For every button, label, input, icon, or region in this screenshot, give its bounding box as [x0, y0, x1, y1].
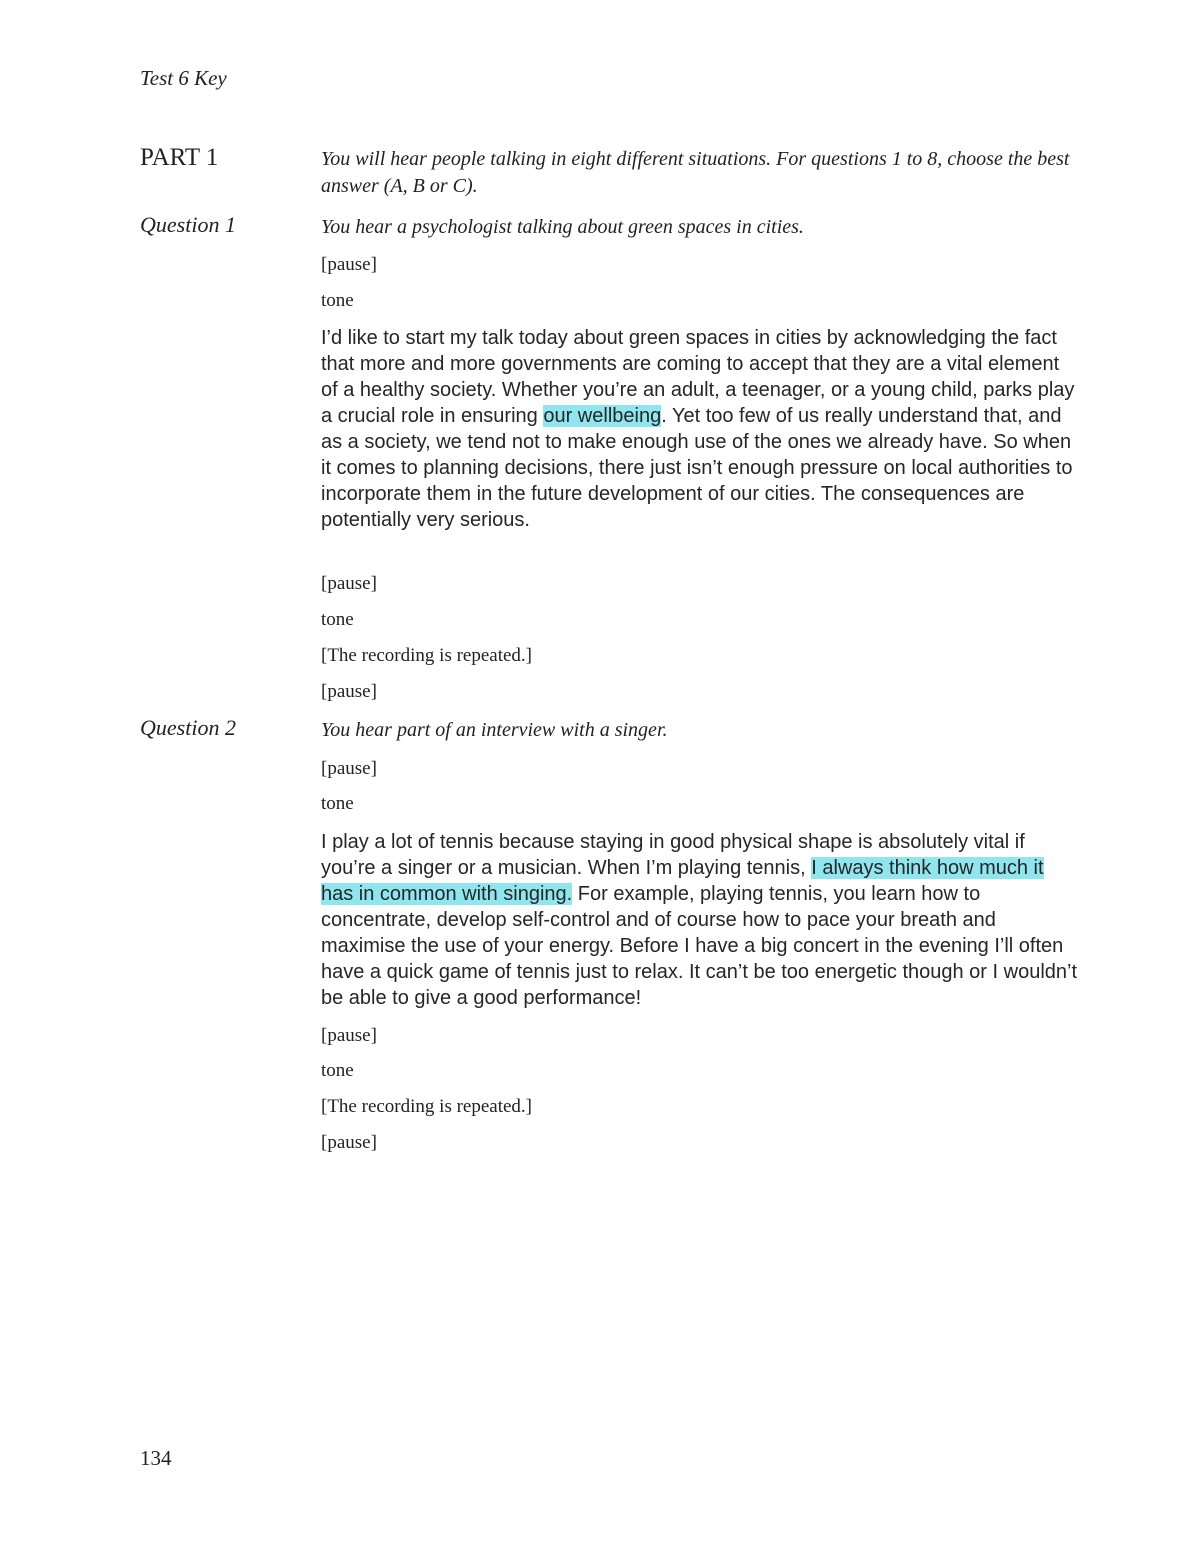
pause-cue: [pause] [321, 1025, 377, 1046]
q1-tone-cue-2 [321, 608, 1081, 632]
transcript-text: . Yet too few of us really understand that, and as a society, we tend not to make enough use of the ones we already have. So when it comes to planning decisions, there just isn’t enough pressure on local authorities to incorporate them in the future development of our cities. The consequences are potentially very serious. [321, 405, 1073, 531]
question-2-prompt: You hear part of an interview with a singer. [321, 719, 668, 741]
part-instruction: You will hear people talking in eight different situations. For questions 1 to 8, choose the best answer (A, B or C). [321, 148, 1070, 197]
question-2-block [321, 717, 1081, 744]
q1-tone-cue [321, 289, 1081, 313]
question-2-label: Question 2 [140, 715, 236, 740]
tone-cue: tone [321, 290, 354, 311]
q2-pause-cue-3 [321, 1131, 1081, 1155]
transcript-paragraph [321, 829, 1081, 1011]
pause-cue: [pause] [321, 1132, 377, 1153]
repeat-cue: [The recording is repeated.] [321, 645, 533, 666]
q1-pause-cue-2 [321, 572, 1081, 596]
pause-cue: [pause] [321, 573, 377, 594]
pause-cue: [pause] [321, 758, 377, 779]
q1-pause-cue [321, 253, 1081, 277]
answer-highlight: our wellbeing [543, 405, 662, 427]
q2-pause-cue [321, 757, 1081, 781]
q1-repeat-cue [321, 644, 1081, 668]
answer-highlight: I always think how much it has in common with singing. [321, 857, 1044, 905]
transcript-text: I’d like to start my talk today about green spaces in cities by acknowledging the fact that more and more governments are coming to accept that they are a vital element of a healthy society. Whether you’re an adult, a teenager, or a young child, parks play a crucial role in ensuring [321, 327, 1075, 427]
pause-cue: [pause] [321, 681, 377, 702]
question-1-block [321, 214, 1081, 241]
tone-cue: tone [321, 1060, 354, 1081]
tone-cue: tone [321, 609, 354, 630]
question-1-prompt: You hear a psychologist talking about green spaces in cities. [321, 216, 804, 238]
transcript-paragraph [321, 325, 1081, 533]
question-2-transcript [321, 829, 1081, 1011]
q2-pause-cue-2 [321, 1024, 1081, 1048]
q2-tone-cue-2 [321, 1059, 1081, 1083]
transcript-text: I play a lot of tennis because staying in good physical shape is absolutely vital if you’re a singer or a musician. When I’m playing tennis, [321, 831, 1025, 879]
q1-pause-cue-3 [321, 680, 1081, 704]
part-label: PART 1 [140, 144, 219, 171]
repeat-cue: [The recording is repeated.] [321, 1096, 533, 1117]
q2-repeat-cue [321, 1095, 1081, 1119]
pause-cue: [pause] [321, 254, 377, 275]
transcript-text: For example, playing tennis, you learn how to concentrate, develop self-control and of course how to pace your breath and maximise the use of your energy. Before I have a big concert in the evening I’ll often have a quick game of tennis just to relax. It can’t be too energetic though or I wouldn’t be able to give a good performance! [321, 883, 1078, 1009]
q2-tone-cue [321, 792, 1081, 816]
part-instructions-block [321, 146, 1081, 200]
page-number: 134 [140, 1446, 172, 1470]
question-1-label: Question 1 [140, 212, 236, 237]
tone-cue: tone [321, 793, 354, 814]
page-header: Test 6 Key [140, 66, 227, 90]
question-1-transcript [321, 325, 1081, 533]
